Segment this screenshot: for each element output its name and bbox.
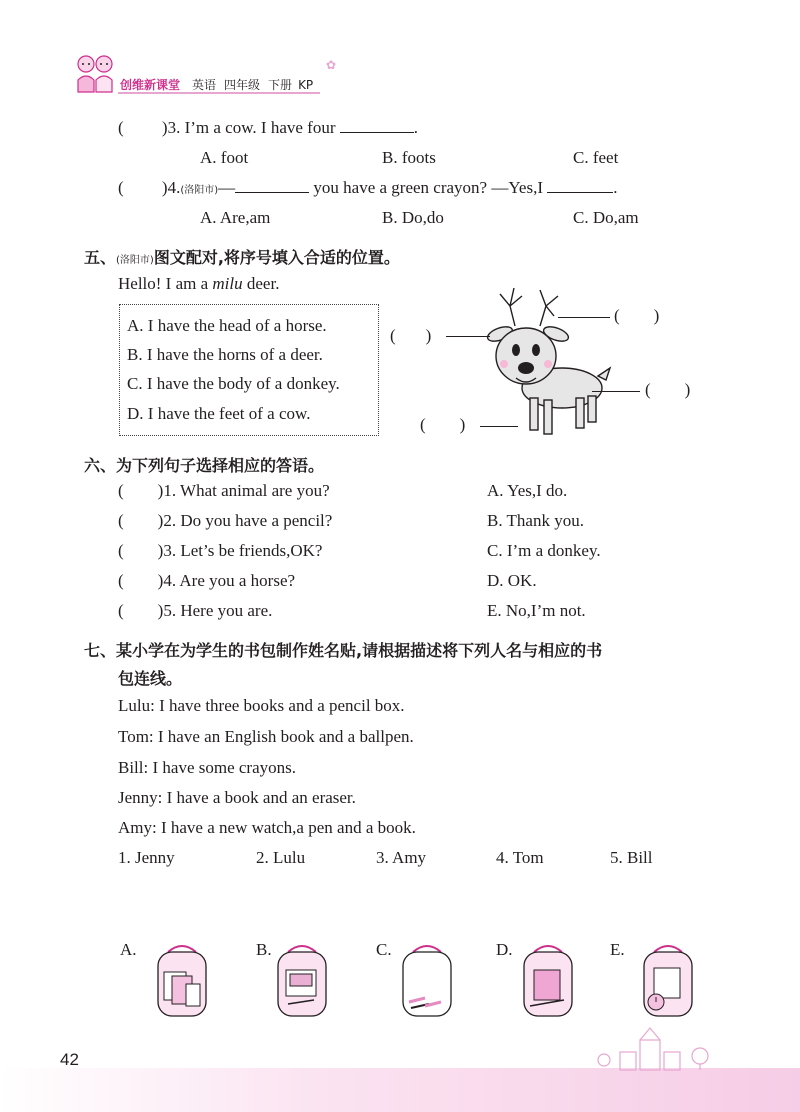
edition: KP xyxy=(298,78,314,92)
backpack-d-icon[interactable] xyxy=(516,940,580,1024)
fill-blank[interactable] xyxy=(235,178,309,193)
q4-option-c[interactable]: C. Do,am xyxy=(573,208,639,227)
grade: 四年级 xyxy=(224,78,261,92)
backpack-a-icon[interactable] xyxy=(150,940,214,1024)
backpack-e-icon[interactable] xyxy=(636,940,700,1024)
source-tag: (洛阳市) xyxy=(116,255,154,266)
name-tom[interactable]: 4. Tom xyxy=(496,848,544,867)
option-a: A. I have the head of a horse. xyxy=(127,316,327,335)
name-amy[interactable]: 3. Amy xyxy=(376,848,427,867)
deer-illustration xyxy=(470,276,630,442)
s6-question-1: ( )1. What animal are you? xyxy=(118,481,330,500)
horns-pointer-line xyxy=(558,317,610,318)
footer-band xyxy=(0,1068,800,1112)
question-3: ( )3. I’m a cow. I have four . xyxy=(118,118,418,137)
head-pointer-line xyxy=(446,336,490,337)
section-7-heading: 七、某小学在为学生的书包制作姓名贴,请根据描述将下列人名与相应的书 xyxy=(84,641,603,660)
s6-question-2: ( )2. Do you have a pencil? xyxy=(118,511,333,530)
s7-sentence-tom: Tom: I have an English book and a ballpen. xyxy=(118,727,414,746)
subject: 英语 xyxy=(192,78,217,92)
s7-sentence-lulu: Lulu: I have three books and a pencil box. xyxy=(118,696,405,715)
star-icon: ✿ xyxy=(326,58,337,72)
q3-option-b[interactable]: B. foots xyxy=(382,148,436,167)
fill-blank[interactable] xyxy=(340,118,414,133)
bag-label-b: B. xyxy=(256,940,272,959)
option-c: C. I have the body of a donkey. xyxy=(127,374,340,393)
s6-answer-b: B. Thank you. xyxy=(487,511,584,530)
option-d: D. I have the feet of a cow. xyxy=(127,404,311,423)
section-6-heading: 六、为下列句子选择相应的答语。 xyxy=(84,456,325,475)
answer-paren[interactable]: ( xyxy=(118,118,124,137)
bag-label-e: E. xyxy=(610,940,625,959)
answer-paren[interactable]: ( xyxy=(118,541,124,560)
s6-question-5: ( )5. Here you are. xyxy=(118,601,273,620)
name-bill[interactable]: 5. Bill xyxy=(610,848,653,867)
section-5-intro: Hello! I am a milu deer. xyxy=(118,274,280,293)
q4-option-b[interactable]: B. Do,do xyxy=(382,208,444,227)
q3-option-c[interactable]: C. feet xyxy=(573,148,619,167)
bag-label-c: C. xyxy=(376,940,392,959)
s6-answer-c: C. I’m a donkey. xyxy=(487,541,601,560)
s6-answer-e: E. No,I’m not. xyxy=(487,601,586,620)
s7-sentence-bill: Bill: I have some crayons. xyxy=(118,758,296,777)
source-tag: (洛阳市) xyxy=(180,185,219,196)
q3-option-a[interactable]: A. foot xyxy=(200,148,249,167)
series-title: 创维新课堂 xyxy=(120,78,181,92)
castle-icon xyxy=(590,1026,730,1072)
answer-paren[interactable]: ( xyxy=(118,481,124,500)
s6-answer-d: D. OK. xyxy=(487,571,537,590)
section-7-heading-cont: 包连线。 xyxy=(118,669,183,688)
horns-answer-paren[interactable]: ( ) xyxy=(614,306,660,325)
bag-label-a: A. xyxy=(120,940,137,959)
name-jenny[interactable]: 1. Jenny xyxy=(118,848,175,867)
option-b: B. I have the horns of a deer. xyxy=(127,345,323,364)
bag-label-d: D. xyxy=(496,940,513,959)
header-bar xyxy=(120,76,313,94)
s6-answer-a: A. Yes,I do. xyxy=(487,481,568,500)
s7-sentence-amy: Amy: I have a new watch,a pen and a book. xyxy=(118,818,416,837)
s6-question-4: ( )4. Are you a horse? xyxy=(118,571,296,590)
feet-pointer-line xyxy=(480,426,518,427)
body-pointer-line xyxy=(592,391,640,392)
s6-question-3: ( )3. Let’s be friends,OK? xyxy=(118,541,323,560)
volume: 下册 xyxy=(268,78,293,92)
question-4: ( )4.(洛阳市)— you have a green crayon? —Yes,I . xyxy=(118,178,618,197)
q4-option-a[interactable]: A. Are,am xyxy=(200,208,271,227)
backpack-c-icon[interactable] xyxy=(395,940,459,1024)
s7-sentence-jenny: Jenny: I have a book and an eraser. xyxy=(118,788,356,807)
answer-paren[interactable]: ( xyxy=(118,178,124,197)
backpack-b-icon[interactable] xyxy=(270,940,334,1024)
body-answer-paren[interactable]: ( ) xyxy=(645,380,691,399)
feet-answer-paren[interactable]: ( ) xyxy=(420,415,466,434)
answer-paren[interactable]: ( xyxy=(118,601,124,620)
head-answer-paren[interactable]: ( ) xyxy=(390,326,432,345)
name-lulu[interactable]: 2. Lulu xyxy=(256,848,306,867)
fill-blank[interactable] xyxy=(547,178,613,193)
header-kids-illustration xyxy=(72,52,120,96)
page-number: 42 xyxy=(60,1050,79,1069)
answer-paren[interactable]: ( xyxy=(118,511,124,530)
section-5-heading: 五、(洛阳市)图文配对,将序号填入合适的位置。 xyxy=(84,248,400,267)
answer-paren[interactable]: ( xyxy=(118,571,124,590)
